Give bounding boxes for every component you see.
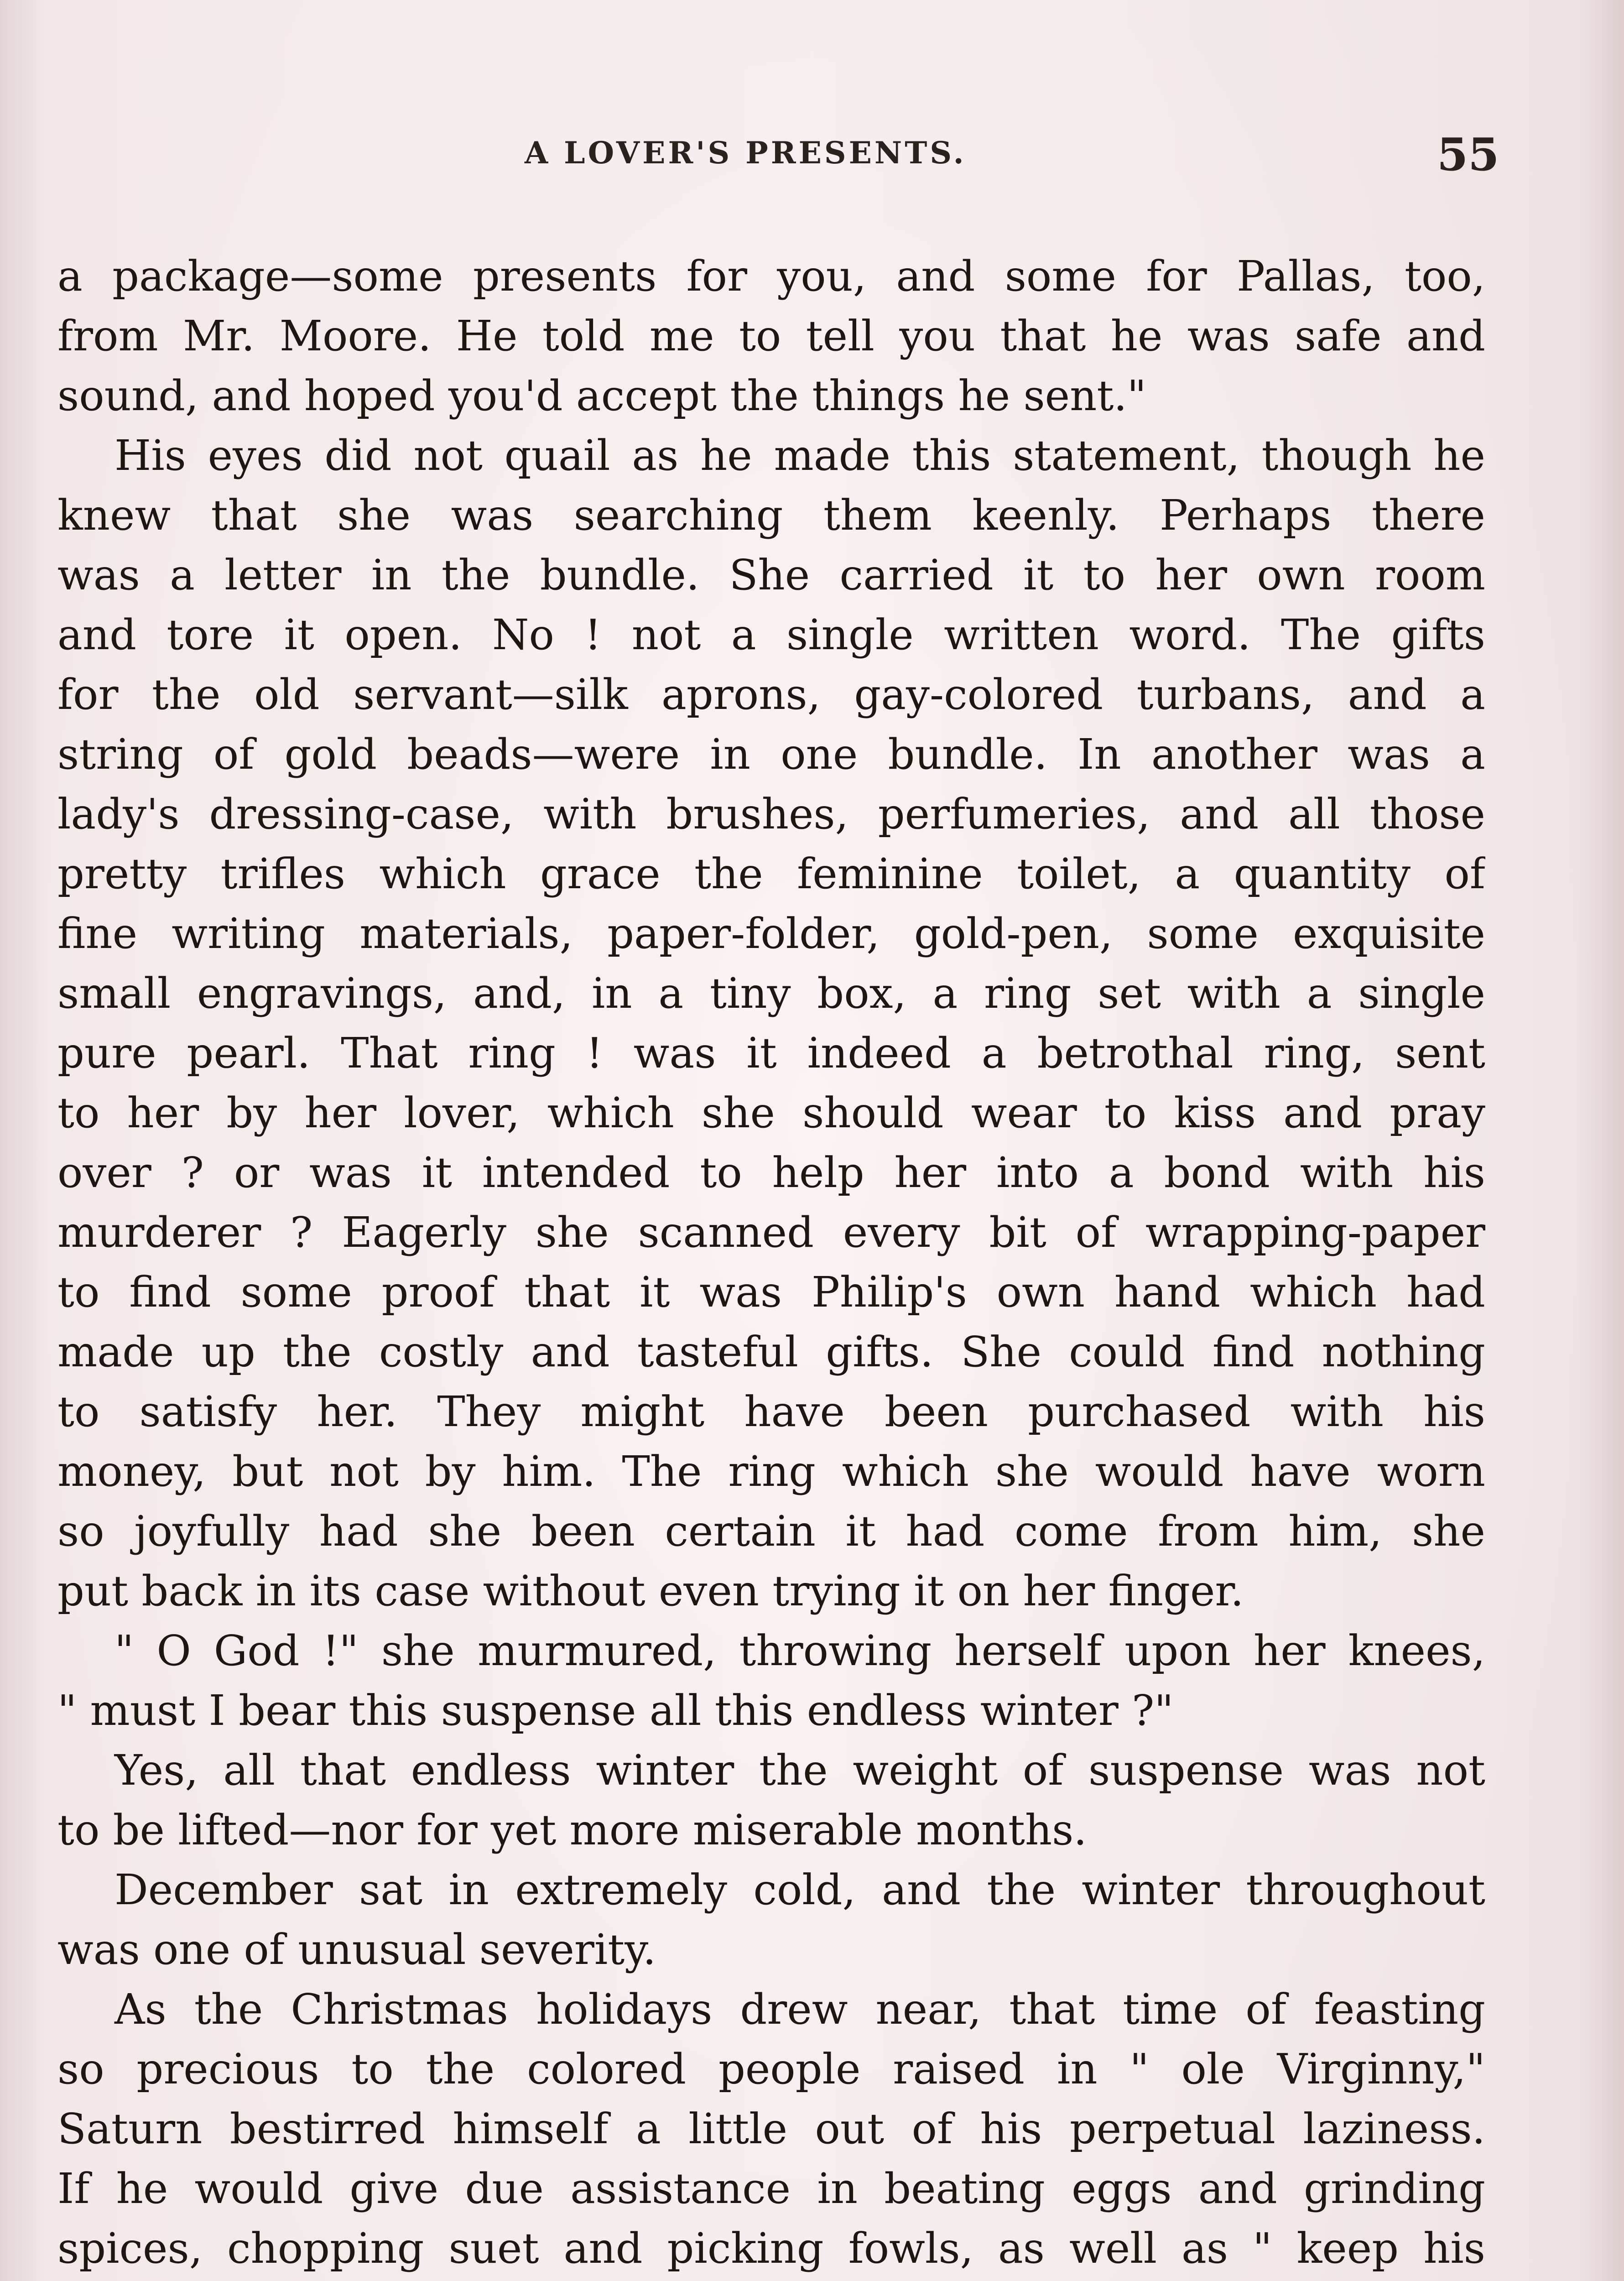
text-line: lady's dressing-case, with brushes, perfumeries, and all those bbox=[57, 790, 1485, 838]
text-line bbox=[57, 2278, 1485, 2281]
text-line: fine writing materials, paper-folder, gold-pen, some exquisite bbox=[57, 909, 1485, 958]
text-line: pretty trifles which grace the feminine toilet, a quantity of bbox=[57, 849, 1485, 898]
text-line: " must I bear this suspense all this endless winter ?" bbox=[57, 1686, 1174, 1735]
text-line: December sat in extremely cold, and the winter throughout bbox=[115, 1865, 1485, 1914]
text-line: murderer ? Eagerly she scanned every bit of wrapping-paper bbox=[57, 1208, 1485, 1257]
text-line: so joyfully had she been certain it had come from him, she bbox=[57, 1507, 1485, 1556]
text-line: made up the costly and tasteful gifts. She could find nothing bbox=[57, 1328, 1485, 1376]
text-line: put back in its case without even trying it on her finger. bbox=[57, 1567, 1244, 1615]
text-line: string of gold beads—were in one bundle. In another was a bbox=[57, 730, 1485, 779]
text-line: If he would give due assistance in beating eggs and grinding bbox=[57, 2164, 1485, 2213]
text-line: knew that she was searching them keenly. Perhaps there bbox=[57, 491, 1485, 540]
text-line: pure pearl. That ring ! was it indeed a betrothal ring, sent bbox=[57, 1029, 1485, 1078]
page-number: 55 bbox=[1437, 129, 1499, 181]
text-line: so precious to the colored people raised in " ole Virginny," bbox=[57, 2045, 1485, 2094]
text-line: to satisfy her. They might have been purchased with his bbox=[57, 1387, 1485, 1436]
running-title: A LOVER'S PRESENTS. bbox=[525, 135, 967, 171]
text-line: spices, chopping suet and picking fowls, as well as " keep his bbox=[57, 2224, 1485, 2273]
text-line: sound, and hoped you'd accept the things he sent." bbox=[57, 371, 1146, 420]
text-line: As the Christmas holidays drew near, that time of feasting bbox=[115, 1985, 1485, 2034]
text-line: to be lifted—nor for yet more miserable months. bbox=[57, 1806, 1087, 1854]
text-line: was a letter in the bundle. She carried it to her own room bbox=[57, 551, 1485, 599]
text-line: over ? or was it intended to help her into a bond with his bbox=[57, 1148, 1485, 1197]
text-line: Yes, all that endless winter the weight of suspense was not bbox=[115, 1746, 1485, 1795]
text-line: to her by her lover, which she should wear to kiss and pray bbox=[57, 1088, 1485, 1137]
text-line: was one of unusual severity. bbox=[57, 1925, 656, 1974]
text-line: for the old servant—silk aprons, gay-colored turbans, and a bbox=[57, 670, 1485, 719]
text-line: Saturn bestirred himself a little out of his perpetual laziness. bbox=[57, 2104, 1485, 2153]
text-line: money, but not by him. The ring which she would have worn bbox=[57, 1447, 1485, 1496]
text-line: His eyes did not quail as he made this statement, though he bbox=[115, 431, 1485, 480]
text-line: and tore it open. No ! not a single written word. The gifts bbox=[57, 610, 1485, 659]
text-line: to find some proof that it was Philip's own hand which had bbox=[57, 1268, 1485, 1317]
text-line: a package—some presents for you, and some for Pallas, too, bbox=[57, 252, 1485, 301]
text-line: small engravings, and, in a tiny box, a ring set with a single bbox=[57, 969, 1485, 1018]
body-text bbox=[57, 246, 1485, 2281]
text-line: " O God !" she murmured, throwing herself upon her knees, bbox=[115, 1626, 1485, 1675]
text-line: from Mr. Moore. He told me to tell you that he was safe and bbox=[57, 312, 1485, 360]
